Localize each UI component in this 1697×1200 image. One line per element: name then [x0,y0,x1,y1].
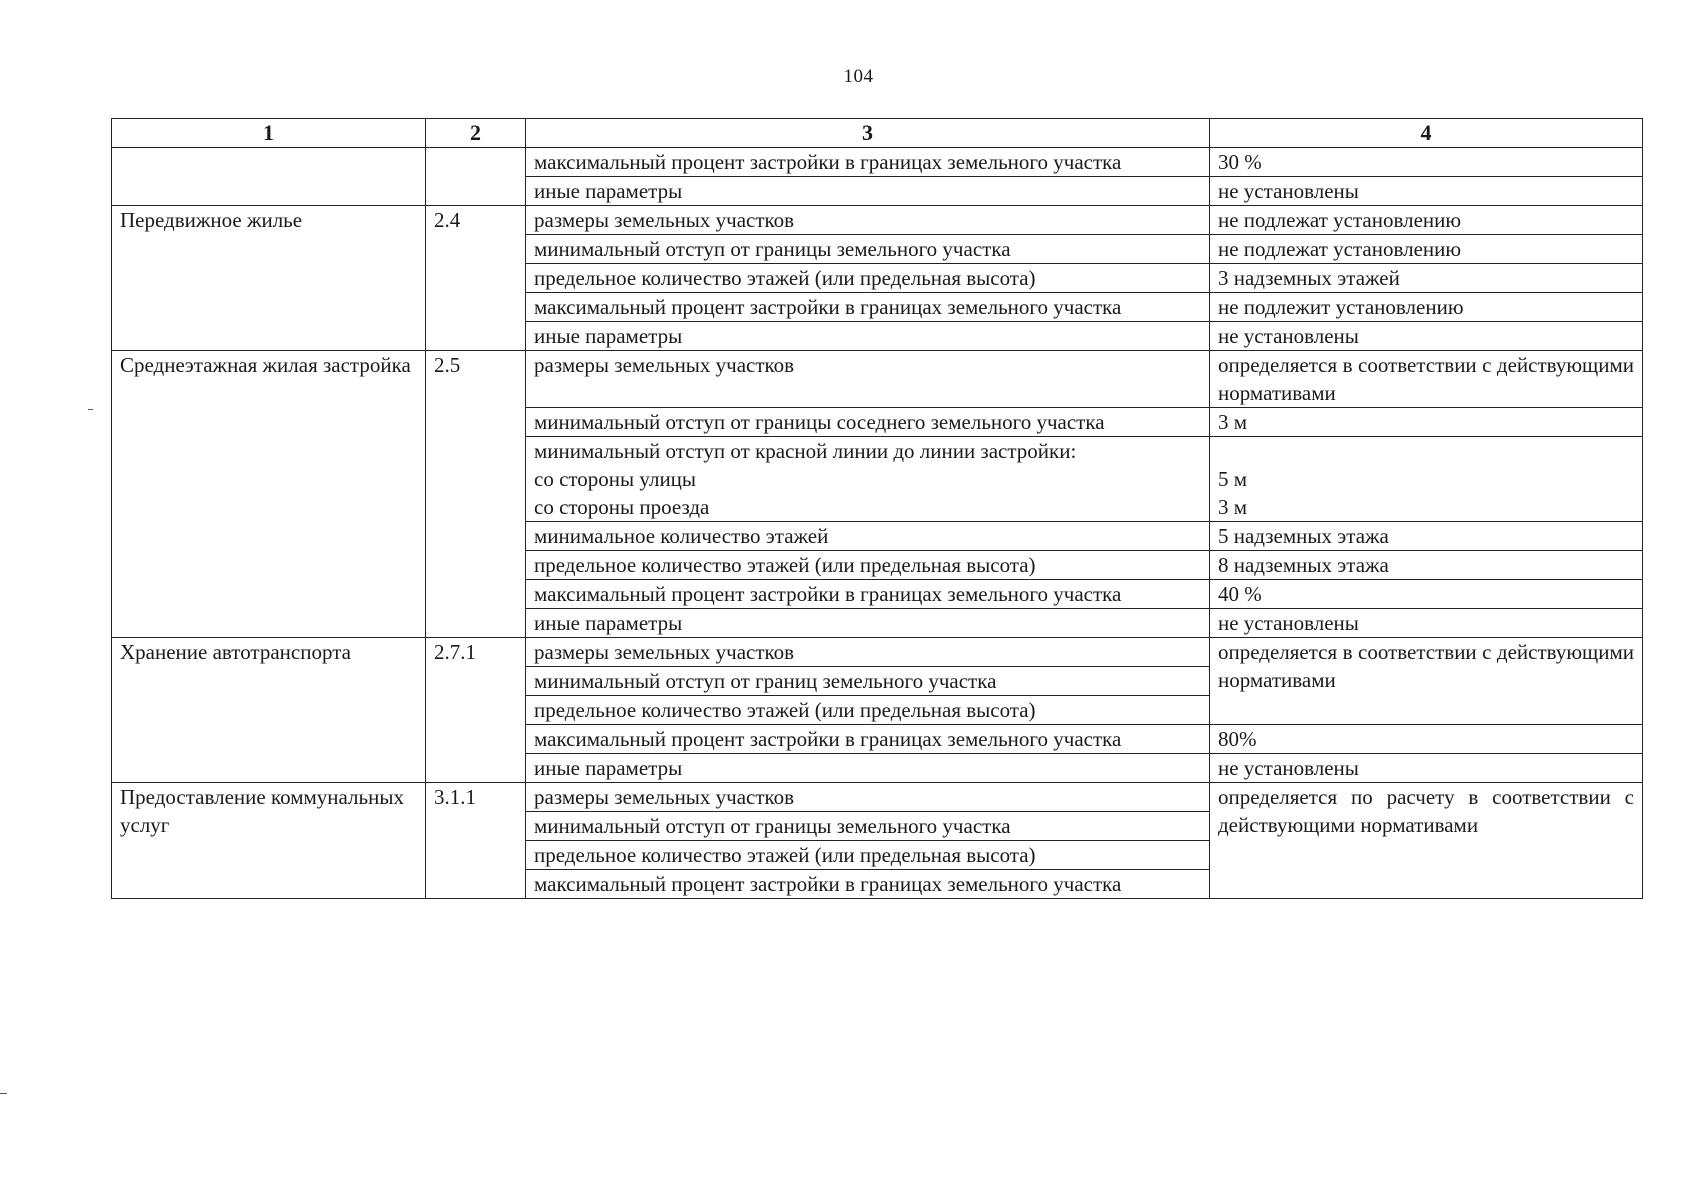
code-cell: 2.4 [426,206,526,351]
parameter-cell: минимальный отступ от границы земельного участка [526,235,1210,264]
parameter-cell: максимальный процент застройки в границах земельного участка [526,293,1210,322]
parameters-table [111,118,1643,899]
parameter-cell: предельное количество этажей (или предельная высота) [526,696,1210,725]
header-row [112,119,1643,148]
column-header-2: 2 [426,119,526,148]
parameter-cell: минимальный отступ от границы соседнего земельного участка [526,408,1210,437]
parameter-cell: максимальный процент застройки в границах земельного участка [526,725,1210,754]
value-cell: 3 надземных этажей [1210,264,1643,293]
land-use-cell: Предоставление коммунальных услуг [112,783,426,899]
value-cell: 30 % [1210,148,1643,177]
code-cell: 2.7.1 [426,638,526,783]
table-row [112,783,1643,812]
value-cell [1210,437,1643,522]
parameter-line: минимальный отступ от красной линии до линии застройки: [534,439,1077,463]
value-line: 5 м [1218,467,1248,491]
scan-artifact-mark [0,1093,7,1094]
parameter-cell: максимальный процент застройки в границах земельного участка [526,580,1210,609]
land-use-cell: Передвижное жилье [112,206,426,351]
value-cell: 8 надземных этажа [1210,551,1643,580]
value-cell: не установлены [1210,754,1643,783]
parameter-cell: размеры земельных участков [526,638,1210,667]
parameter-cell: предельное количество этажей (или предельная высота) [526,551,1210,580]
parameter-cell: иные параметры [526,177,1210,206]
column-header-3: 3 [526,119,1210,148]
column-header-1: 1 [112,119,426,148]
parameter-cell: предельное количество этажей (или предельная высота) [526,841,1210,870]
parameter-cell: минимальное количество этажей [526,522,1210,551]
value-cell: не установлены [1210,322,1643,351]
parameter-cell: иные параметры [526,754,1210,783]
land-use-cell: Хранение автотранспорта [112,638,426,783]
parameter-cell: предельное количество этажей (или предельная высота) [526,264,1210,293]
code-cell: 3.1.1 [426,783,526,899]
value-cell: 40 % [1210,580,1643,609]
value-line: 3 м [1218,495,1248,519]
parameter-cell: минимальный отступ от границ земельного участка [526,667,1210,696]
value-cell: определяется в соответствии с действующими нормативами [1210,638,1643,725]
column-header-4: 4 [1210,119,1643,148]
parameter-line: со стороны улицы [534,467,697,491]
parameter-cell: минимальный отступ от границы земельного участка [526,812,1210,841]
code-cell: 2.5 [426,351,526,638]
parameter-cell: максимальный процент застройки в границах земельного участка [526,870,1210,899]
value-cell: не подлежит установлению [1210,293,1643,322]
parameter-cell: размеры земельных участков [526,351,1210,408]
parameter-cell: иные параметры [526,322,1210,351]
value-cell: 5 надземных этажа [1210,522,1643,551]
parameter-cell: размеры земельных участков [526,206,1210,235]
value-cell: 3 м [1210,408,1643,437]
table-row [112,351,1643,408]
parameter-cell: размеры земельных участков [526,783,1210,812]
value-cell: не установлены [1210,177,1643,206]
parameter-cell: иные параметры [526,609,1210,638]
value-cell: не установлены [1210,609,1643,638]
value-cell: 80% [1210,725,1643,754]
page-number: 104 [843,66,874,87]
table-row [112,638,1643,667]
value-cell: не подлежат установлению [1210,206,1643,235]
value-cell: определяется в соответствии с действующими нормативами [1210,351,1643,408]
scan-artifact-mark [88,409,93,410]
parameter-cell [526,437,1210,522]
table-row [112,206,1643,235]
parameter-line: со стороны проезда [534,495,710,519]
parameter-cell: максимальный процент застройки в границах земельного участка [526,148,1210,177]
land-use-cell: Среднеэтажная жилая застройка [112,351,426,638]
code-cell [426,148,526,206]
value-cell: не подлежат установлению [1210,235,1643,264]
table-row [112,148,1643,177]
land-use-cell [112,148,426,206]
value-cell: определяется по расчету в соответствии с действующими нормативами [1210,783,1643,899]
